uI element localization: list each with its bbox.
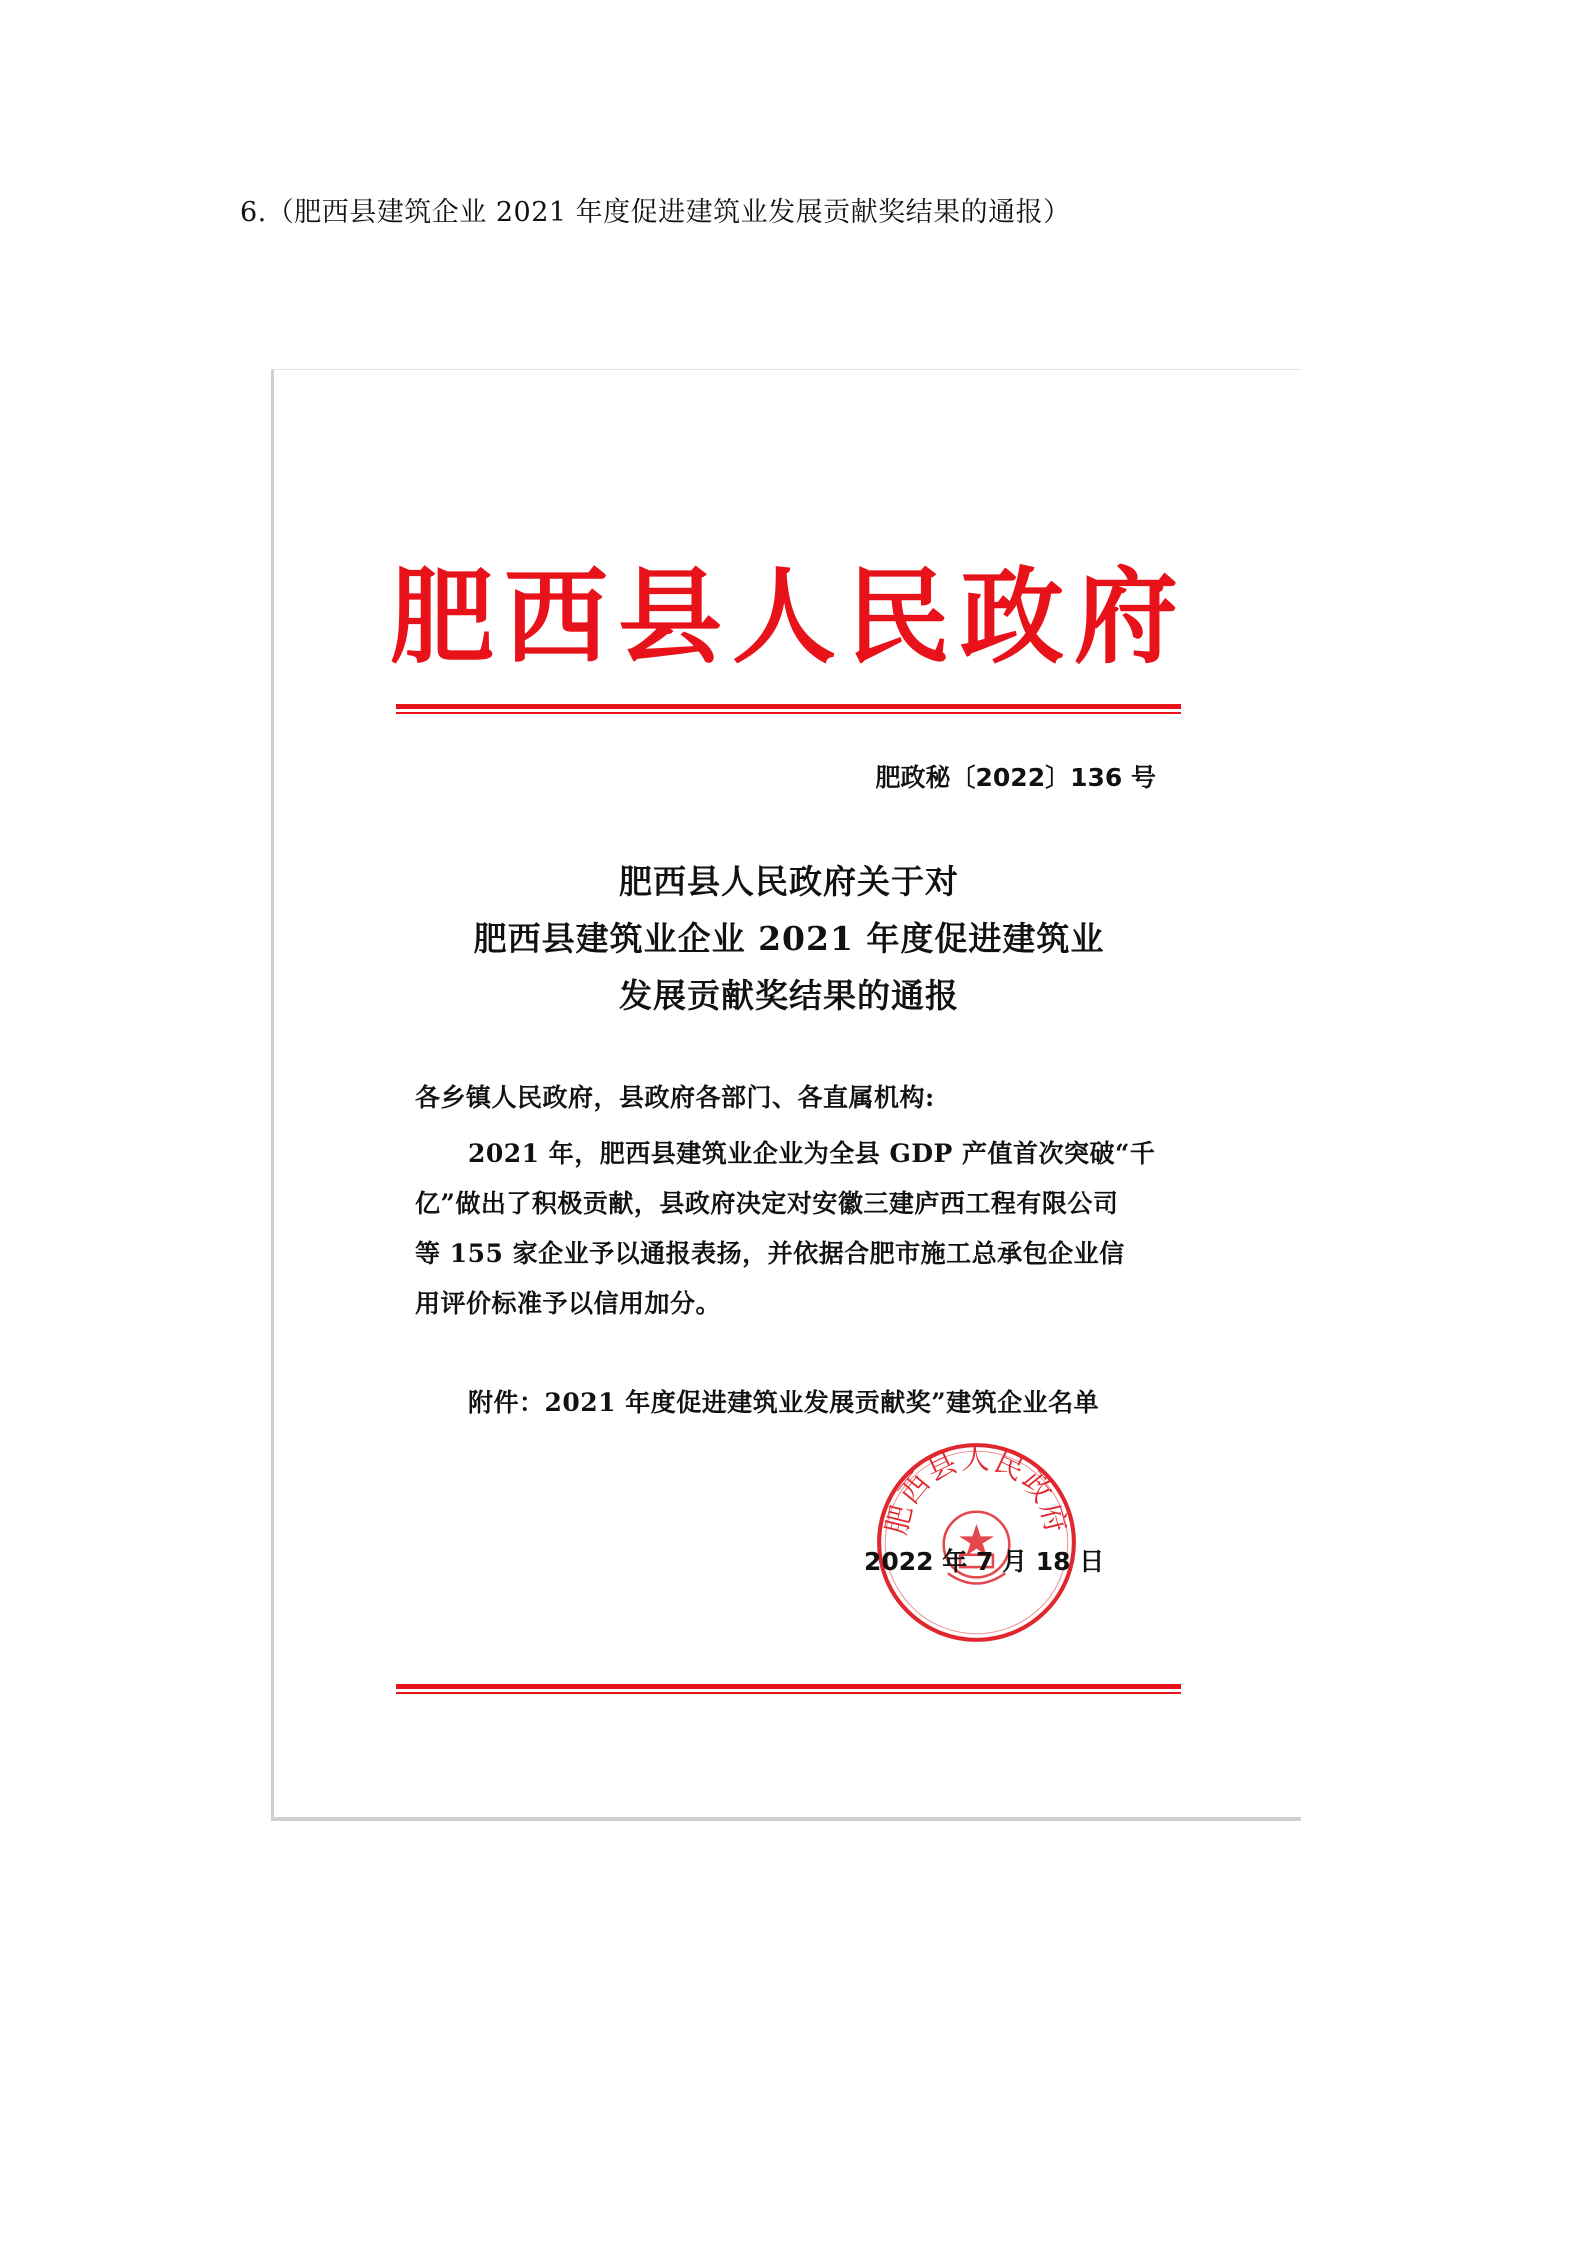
scanned-document [271,369,1301,1821]
body-line: 等 155 家企业予以通报表扬，并依据合肥市施工总承包企业信 [415,1239,1125,1268]
body-line: 用评价标准予以信用加分。 [415,1289,722,1318]
document-title-line: 发展贡献奖结果的通报 [619,976,959,1015]
document-title-line: 肥西县人民政府关于对 [619,862,959,901]
issuer-title: 肥西县人民政府 [389,556,1188,678]
salutation: 各乡镇人民政府，县政府各部门、各直属机构: [415,1083,935,1112]
issue-date: 2022 年 7 月 18 日 [864,1547,1105,1576]
section-caption: 6.（肥西县建筑企业 2021 年度促进建筑业发展贡献奖结果的通报） [240,197,1071,228]
document-title-line: 肥西县建筑业企业 2021 年度促进建筑业 [473,919,1105,958]
body-line: 2021 年，肥西县建筑业企业为全县 GDP 产值首次突破“千 [468,1139,1156,1168]
attachment-note: 附件：2021 年度促进建筑业发展贡献奖”建筑企业名单 [468,1388,1100,1417]
seal-text: 肥西县人民政府 [878,1441,1075,1538]
body-line: 亿”做出了积极贡献，县政府决定对安徽三建庐西工程有限公司 [415,1189,1119,1218]
bottom-red-rule [396,1684,1181,1694]
document-number: 肥政秘〔2022〕136 号 [875,763,1156,792]
svg-text:肥西县人民政府 [879,1441,1074,1538]
top-red-rule [396,704,1181,714]
